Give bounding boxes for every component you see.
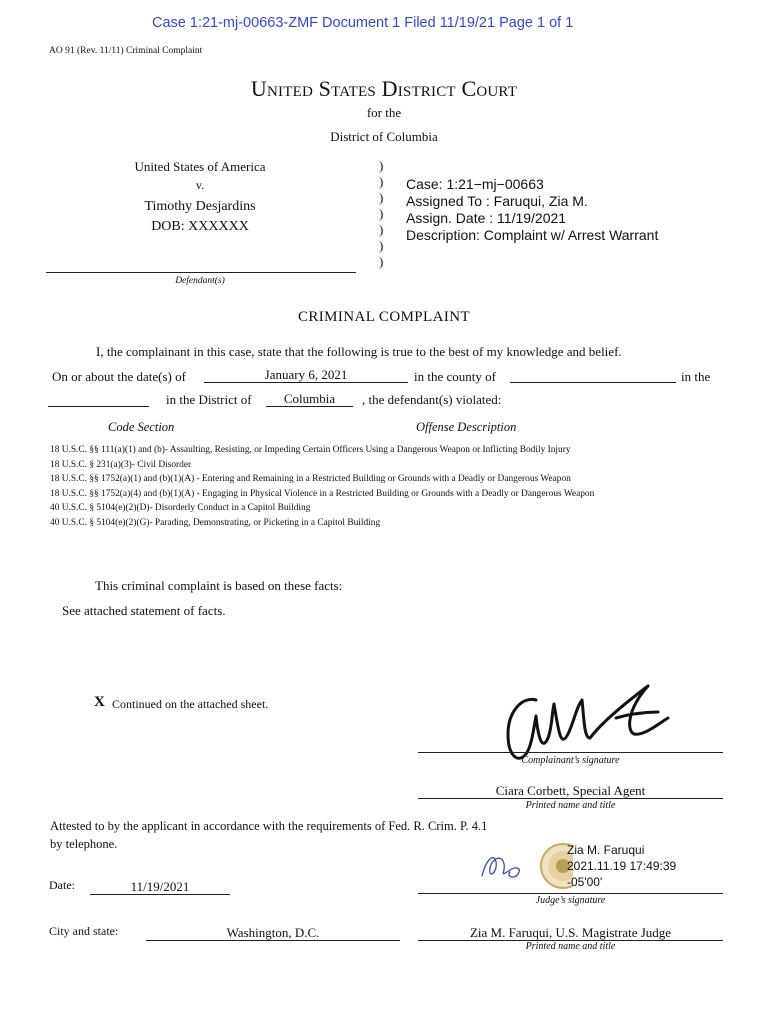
complaint-heading: CRIMINAL COMPLAINT xyxy=(297,309,471,325)
violation-item: 18 U.S.C. §§ 111(a)(1) and (b)- Assaulting, Resisting, or Impeding Certain Officers Using a Dangerous Weapon or Inflicting Bodily Injury xyxy=(50,445,571,455)
district-blank-field xyxy=(48,391,149,407)
district-of-label: in the District of xyxy=(166,392,252,407)
digital-signature-tz: -05'00' xyxy=(567,875,603,889)
digital-signature-time: 2021.11.19 17:49:39 xyxy=(567,859,677,873)
printed-name-label: Printed name and title xyxy=(525,800,616,811)
based-on-facts: This criminal complaint is based on these facts: xyxy=(95,578,343,593)
offense-description-header: Offense Description xyxy=(416,420,517,434)
in-the-label: in the xyxy=(681,369,711,384)
versus: v. xyxy=(195,178,205,192)
complainant-signature-label: Complainant’s signature xyxy=(521,755,620,766)
judge-signature-label: Judge’s signature xyxy=(535,895,606,906)
on-or-about-label: On or about the date(s) of xyxy=(52,369,186,384)
for-the: for the xyxy=(366,105,402,120)
defendant-name: Timothy Desjardins xyxy=(144,199,256,214)
defendant-label: Defendant(s) xyxy=(175,276,225,286)
complaint-intro: I, the complainant in this case, state that the following is true to the best of my knowledge and belief. xyxy=(96,344,622,359)
district-name: District of Columbia xyxy=(330,129,438,144)
judge-handwritten-signature xyxy=(476,846,524,886)
digital-signer-name: Zia M. Faruqui xyxy=(567,843,645,857)
complainant-name-rule xyxy=(418,798,723,799)
violated-label: , the defendant(s) violated: xyxy=(362,392,502,407)
case-banner: Case 1:21-mj-00663-ZMF Document 1 Filed 11/19/21 Page 1 of 1 xyxy=(152,15,574,31)
printed-name-label-2: Printed name and title xyxy=(525,941,616,952)
judge-signature-rule xyxy=(418,893,723,894)
case-description: Description: Complaint w/ Arrest Warrant xyxy=(406,227,659,243)
complainant-name: Ciara Corbett, Special Agent xyxy=(495,783,646,798)
city-state-field: Washington, D.C. xyxy=(146,925,400,941)
violation-item: 18 U.S.C. § 231(a)(3)- Civil Disorder xyxy=(50,459,192,470)
district-field: Columbia xyxy=(266,391,353,407)
continued-label: Continued on the attached sheet. xyxy=(112,697,269,711)
defendant-rule xyxy=(46,272,356,273)
assign-date: Assign. Date : 11/19/2021 xyxy=(406,210,567,226)
violation-item: 40 U.S.C. § 5104(e)(2)(D)- Disorderly Conduct in a Capitol Building xyxy=(50,503,311,513)
assigned-to: Assigned To : Faruqui, Zia M. xyxy=(406,193,588,209)
attestation-text: Attested to by the applicant in accordance with the requirements of Fed. R. Crim. P. 4.1 xyxy=(50,819,488,833)
code-section-header: Code Section xyxy=(108,420,175,434)
offense-date-field: January 6, 2021 xyxy=(204,367,408,383)
defendant-dob: DOB: XXXXXX xyxy=(151,219,249,234)
city-state-label: City and state: xyxy=(49,924,119,938)
date-field: 11/19/2021 xyxy=(90,879,230,895)
county-label: in the county of xyxy=(414,369,496,384)
attestation-method: by telephone. xyxy=(50,837,118,851)
form-id: AO 91 (Rev. 11/11) Criminal Complaint xyxy=(49,46,203,56)
court-title: United States District Court xyxy=(250,76,518,101)
date-label: Date: xyxy=(49,878,75,892)
case-number: Case: 1:21−mj−00663 xyxy=(406,176,544,192)
continued-checkbox[interactable]: X xyxy=(94,694,105,710)
plaintiff-name: United States of America xyxy=(134,159,266,174)
violation-item: 18 U.S.C. §§ 1752(a)(1) and (b)(1)(A) - Entering and Remaining in a Restricted Building or Grounds with a Deadly or Dangerous Weapon xyxy=(50,474,571,484)
violation-item: 40 U.S.C. § 5104(e)(2)(G)- Parading, Demonstrating, or Picketing in a Capitol Building xyxy=(50,517,381,528)
facts-text: See attached statement of facts. xyxy=(62,603,226,618)
complainant-signature-rule xyxy=(418,752,723,753)
judge-name-field: Zia M. Faruqui, U.S. Magistrate Judge xyxy=(418,925,723,941)
caption-parens: ) ) ) ) ) ) ) xyxy=(379,158,384,269)
violation-item: 18 U.S.C. §§ 1752(a)(4) and (b)(1)(A) - Engaging in Physical Violence in a Restricted Building or Grounds with a Deadly or Dangerous Weapon xyxy=(50,488,595,499)
county-field xyxy=(510,367,676,383)
violations-list xyxy=(50,443,594,530)
